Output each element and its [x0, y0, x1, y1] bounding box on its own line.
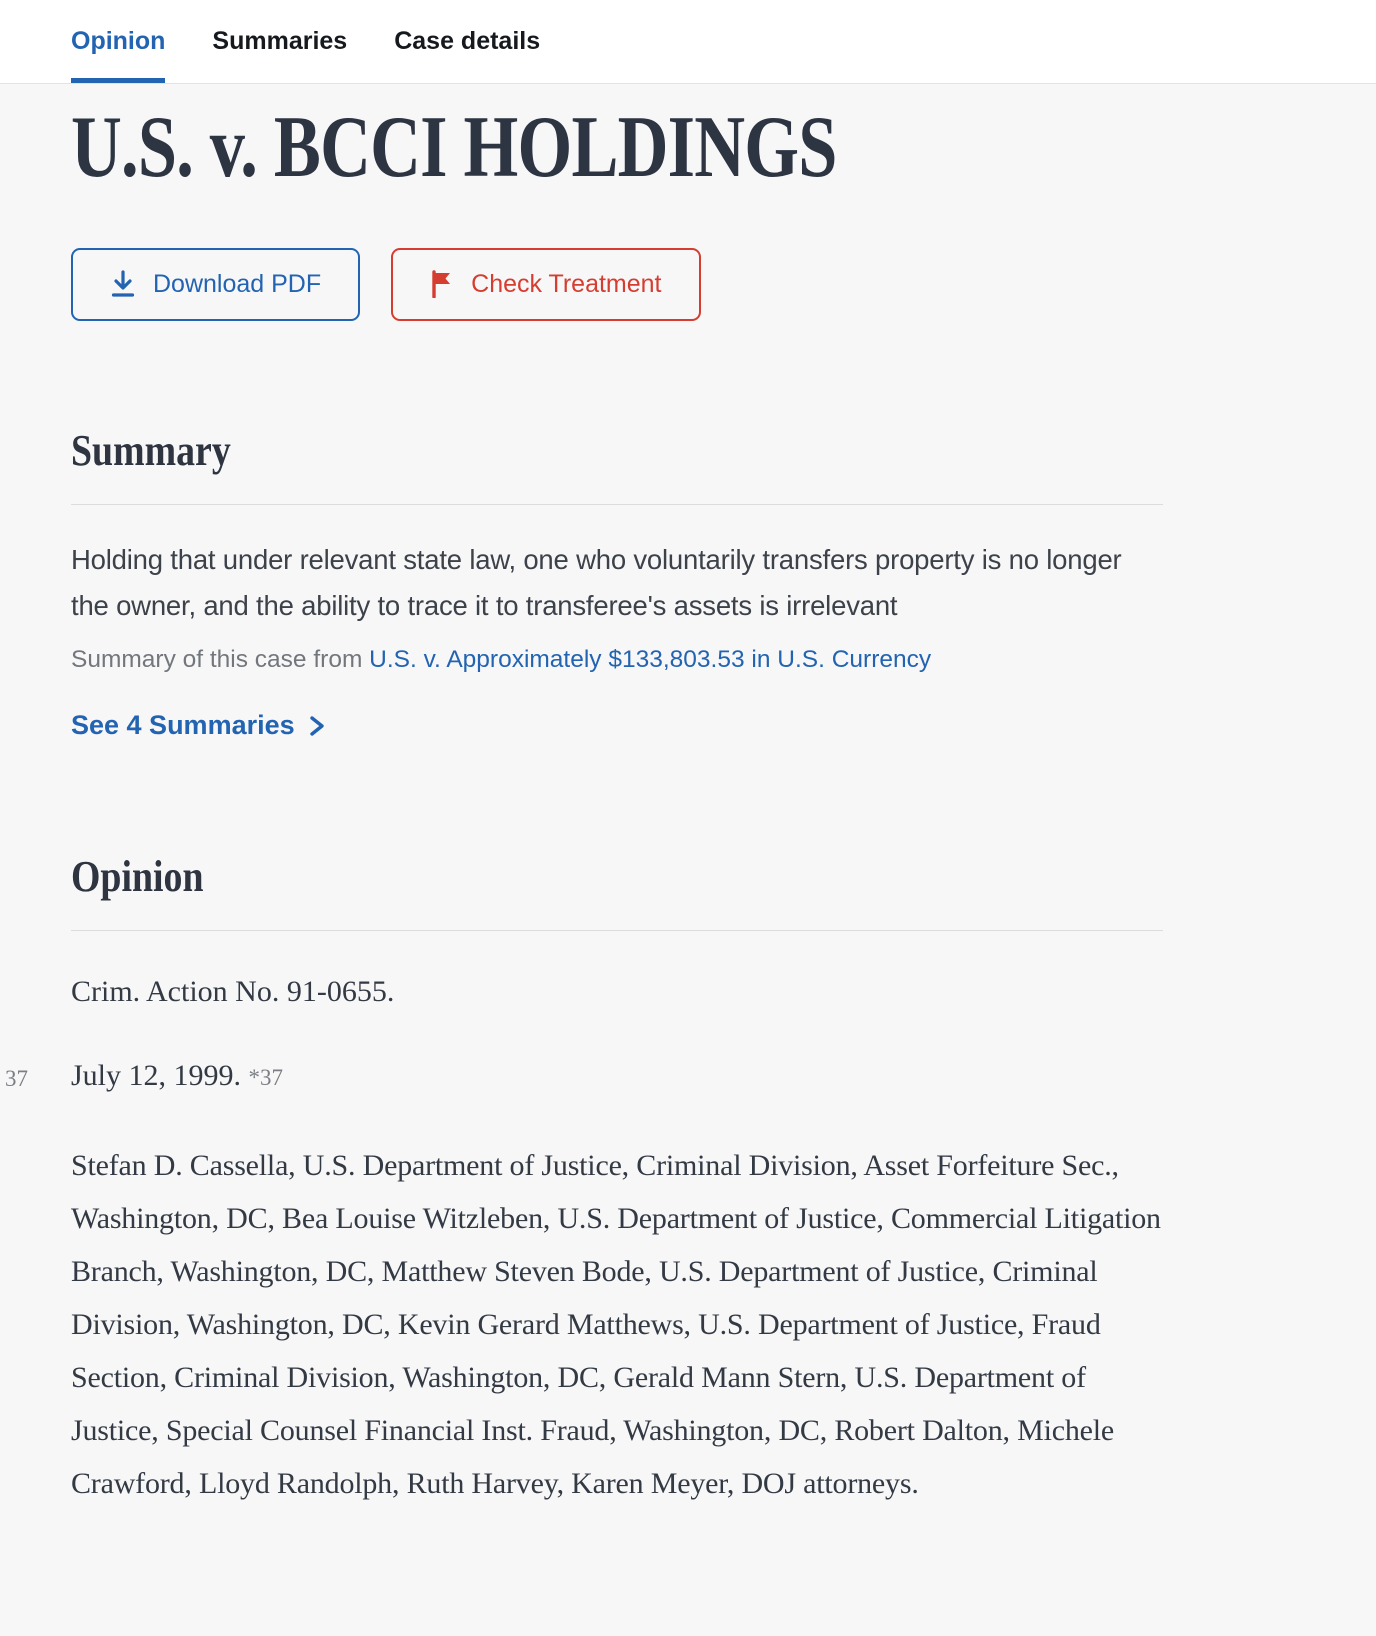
margin-page-number: 37: [5, 1065, 28, 1091]
action-buttons-row: [71, 248, 1163, 321]
chevron-right-icon: [309, 712, 326, 738]
summary-section-heading: Summary: [71, 425, 231, 475]
summary-section: [71, 425, 1163, 741]
flag-icon: [430, 270, 454, 298]
opinion-date-line: [5, 1058, 1163, 1093]
download-icon: [110, 270, 136, 298]
check-treatment-button[interactable]: [391, 248, 700, 321]
opinion-section: [5, 851, 1163, 1510]
opinion-date: July 12, 1999.: [71, 1058, 242, 1092]
opinion-body: [5, 974, 1163, 1510]
case-view-tabbar: [0, 0, 1376, 84]
summary-divider: [71, 504, 1163, 505]
tab-summaries-label: Summaries: [212, 27, 348, 55]
opinion-divider: [71, 930, 1163, 931]
case-content: [0, 99, 1163, 1510]
tab-case-details-label: Case details: [394, 27, 541, 55]
source-case-link[interactable]: U.S. v. Approximately $133,803.53 in U.S. Currency: [369, 645, 932, 673]
opinion-section-heading: Opinion: [71, 851, 204, 901]
see-summaries-link[interactable]: [71, 710, 326, 741]
check-treatment-label: Check Treatment: [471, 269, 662, 298]
download-pdf-button[interactable]: [71, 248, 360, 321]
tab-summaries[interactable]: [212, 0, 347, 83]
case-title: [71, 99, 1163, 196]
star-page-marker: *37: [248, 1064, 284, 1090]
case-title-text: U.S. v. BCCI HOLDINGS: [71, 99, 837, 196]
holding-text: Holding that under relevant state law, one who voluntarily transfers property is no longer the owner, and the ability to trace it to transferee's assets is irrelevant: [71, 543, 1122, 621]
attorneys-paragraph: Stefan D. Cassella, U.S. Department of Justice, Criminal Division, Asset Forfeiture Sec., Washington, DC, Bea Louise Witzleben, U.S. Department of Justice, Commercial Litigation Branch, Washington, DC, Matthew Steven Bode, U.S. Department of Justice, Criminal Division, Washington, DC, Kevin Gerard Matthews, U.S. Department of Justice, Fraud Section, Criminal Division, Washington, DC, Gerald Mann Stern, U.S. Department of Justice, Special Counsel Financial Inst. Fraud, Washington, DC, Robert Dalton, Michele Crawford, Lloyd Randolph, Ruth Harvey, Karen Meyer, DOJ attorneys.: [71, 1148, 1161, 1500]
see-summaries-label: See 4 Summaries: [71, 709, 295, 740]
summary-source-prefix: Summary of this case from: [71, 645, 370, 673]
tab-opinion-label: Opinion: [71, 27, 166, 55]
summary-source-line: [71, 646, 1163, 674]
tab-case-details[interactable]: [394, 0, 540, 83]
download-pdf-label: Download PDF: [153, 269, 322, 298]
tab-opinion[interactable]: [71, 0, 165, 83]
docket-number: Crim. Action No. 91-0655.: [71, 974, 395, 1008]
